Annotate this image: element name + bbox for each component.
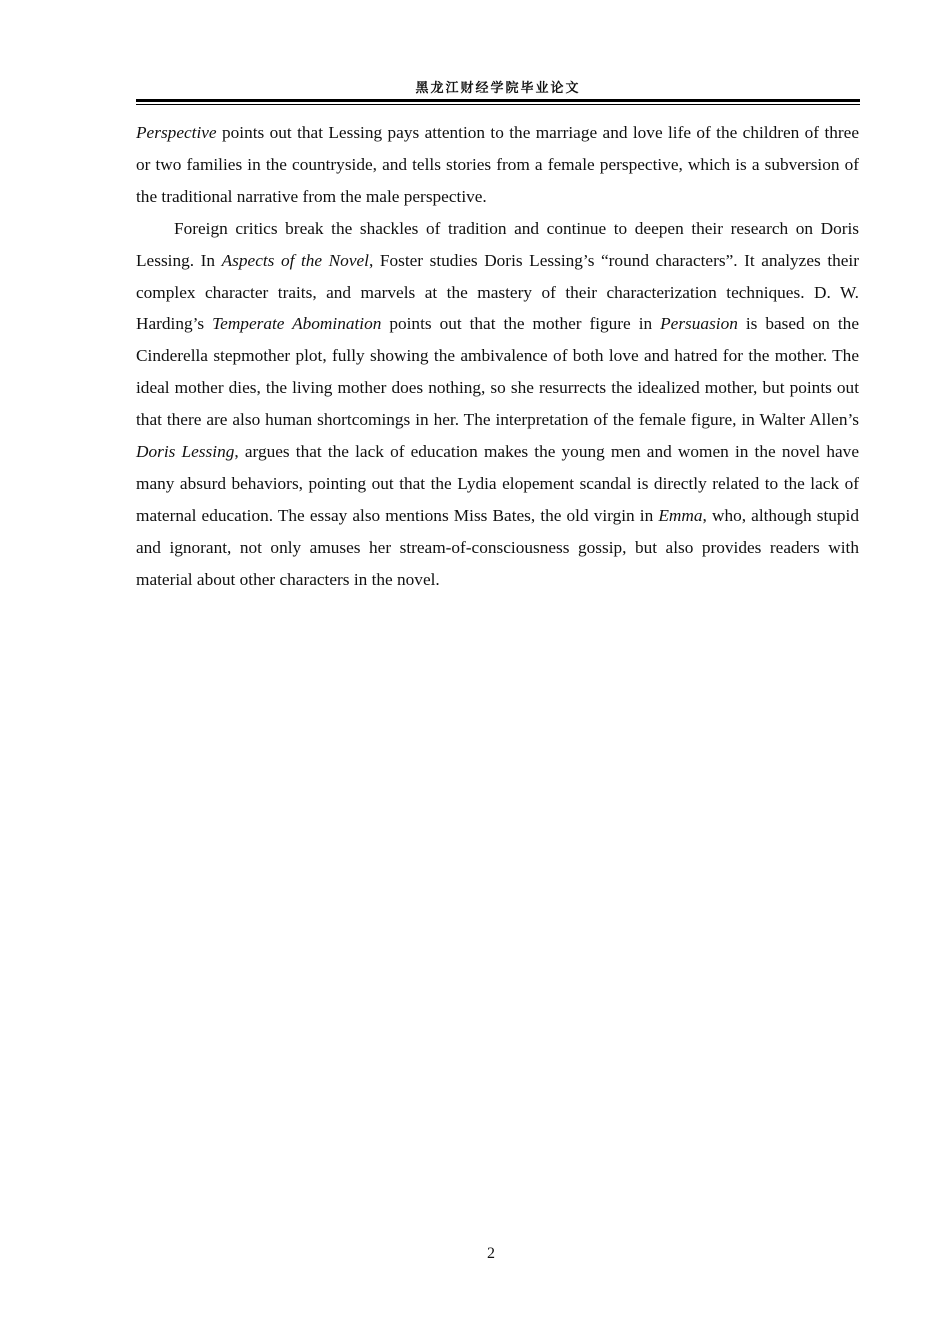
text-run: , who, although stupid and ignorant, not only amuses her stream-of-consciousness gossip, but also provides readers with material about other characters in the novel.	[136, 505, 859, 589]
paragraph-2	[136, 213, 859, 596]
text-run: , argues that the lack of education makes the young men and women in the novel have many absurd behaviors, pointing out that the Lydia elopement scandal is directly related to the lack of maternal education. The essay also mentions Miss Bates, the old virgin in	[136, 442, 859, 525]
text-run: , Foster studies Doris Lessing’s “round characters”. It analyzes their complex character traits, and marvels at the mastery of their characterization techniques. D. W. Harding’s	[136, 250, 859, 334]
paragraph-1	[136, 117, 859, 213]
page-number: 2	[487, 1245, 495, 1262]
text-run: is based on the Cinderella stepmother plot, fully showing the ambivalence of both love and hatred for the mother. The ideal mother dies, the living mother does nothing, so she resurrects the idealized mother, but points out that there are also human shortcomings in her. The interpretation of the female figure, in Walter Allen’s	[136, 314, 859, 430]
text-run: points out that Lessing pays attention to the marriage and love life of the children of three or two families in the countryside, and tells stories from a female perspective, which is a subversion of the traditional narrative from the male perspective.	[136, 123, 859, 206]
running-header: 黑龙江财经学院毕业论文	[415, 81, 581, 96]
text-run: Foreign critics break the shackles of tradition and continue to deepen their research on Doris Lessing. In	[136, 218, 859, 270]
italic-title: Persuasion	[660, 314, 738, 334]
body-text	[136, 117, 859, 596]
italic-title: Temperate Abomination	[212, 314, 382, 334]
header-rule	[136, 99, 860, 105]
italic-title: Aspects of the Novel	[221, 250, 369, 270]
italic-title: Emma	[658, 505, 703, 525]
italic-title: Doris Lessing	[136, 442, 235, 462]
text-run: points out that the mother figure in	[381, 314, 661, 334]
italic-title: Perspective	[136, 123, 217, 142]
